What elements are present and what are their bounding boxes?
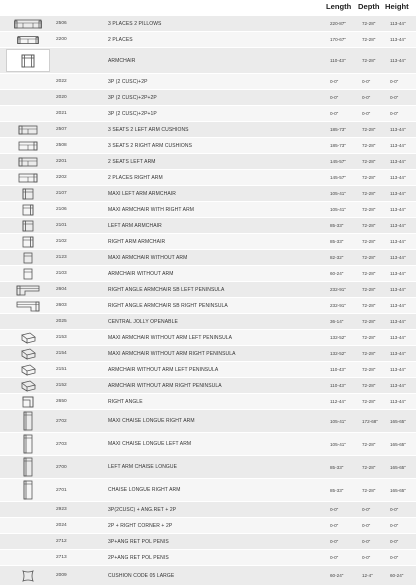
height-value: 165-65": [390, 418, 406, 424]
depth-value: 72-28": [362, 487, 376, 493]
product-description: MAXI ARMCHAIR WITHOUT ARM: [108, 254, 188, 261]
product-code: 2603: [56, 303, 67, 308]
table-row: [0, 298, 416, 314]
product-description: MAXI ARMCHAIR WITHOUT ARM LEFT PENINSULA: [108, 334, 233, 341]
height-value: 113-44": [390, 319, 406, 324]
product-code: 2106: [56, 207, 67, 212]
depth-value: 0-0": [362, 539, 371, 544]
sofa-right-arm-icon: [18, 140, 38, 152]
product-description: 3P (2 CUSC)+2P: [108, 78, 148, 85]
product-code: 2507: [56, 127, 67, 132]
product-thumbnail: [6, 519, 50, 532]
product-thumbnail: [6, 551, 50, 564]
height-value: 113-44": [390, 383, 406, 388]
product-thumbnail: [6, 187, 50, 200]
table-row: [0, 218, 416, 234]
chaise-longue-icon: [23, 457, 33, 477]
right-angle-icon: [22, 396, 34, 408]
product-thumbnail: [6, 299, 50, 312]
table-row: [0, 456, 416, 479]
table-row: [0, 502, 416, 518]
product-thumbnail: [6, 480, 50, 500]
armless-chair-icon: [23, 252, 33, 264]
depth-value: 72-28": [362, 383, 376, 388]
length-value: 0-0": [330, 95, 339, 100]
depth-value: 0-0": [362, 523, 371, 528]
height-value: 113-44": [390, 367, 406, 372]
length-value: 85-33": [330, 487, 344, 493]
product-thumbnail: [6, 363, 50, 376]
table-row: [0, 394, 416, 410]
length-value: 105-41": [330, 191, 346, 196]
sofa-left-arm-icon: [18, 124, 38, 136]
height-value: 113-44": [390, 287, 406, 292]
sofa-left-arm-icon: [18, 156, 38, 168]
product-description: CENTRAL JOLLY OPENABLE: [108, 318, 178, 325]
depth-value: 0-0": [362, 95, 371, 100]
height-value: 113-44": [390, 175, 406, 180]
height-value: 113-44": [390, 37, 406, 42]
depth-value: 72-28": [362, 239, 376, 244]
product-thumbnail: [6, 91, 50, 104]
product-thumbnail: [6, 411, 50, 431]
table-row: [0, 202, 416, 218]
depth-value: 72-28": [362, 175, 376, 180]
length-value: 0-0": [330, 539, 339, 544]
product-thumbnail: [6, 235, 50, 248]
length-value: 85-33": [330, 239, 344, 244]
height-value: 113-44": [390, 335, 406, 340]
length-value: 60-24": [330, 271, 344, 276]
product-code: 2153: [56, 335, 67, 340]
product-description: 3 SEATS 2 LEFT ARM CUSHIONS: [108, 126, 189, 133]
length-value: 145-57": [330, 159, 346, 164]
table-row: [0, 16, 416, 32]
product-description: MAXI ARMCHAIR WITHOUT ARM RIGHT PENINSULA: [108, 350, 236, 357]
product-code: 2702: [56, 418, 67, 424]
product-thumbnail: [6, 347, 50, 360]
chaise-longue-icon: [23, 480, 33, 500]
product-description: RIGHT ANGLE ARMCHAIR SB RIGHT PENINSULA: [108, 302, 228, 309]
armchair-left-icon: [22, 220, 34, 232]
product-description: LEFT ARM ARMCHAIR: [108, 222, 162, 229]
depth-value: 72-28": [362, 223, 376, 228]
product-thumbnail: [6, 219, 50, 232]
product-description: ARMCHAIR WITHOUT ARM LEFT PENINSULA: [108, 366, 219, 373]
product-thumbnail: [6, 379, 50, 392]
product-description: ARMCHAIR WITHOUT ARM: [108, 270, 174, 277]
table-row: [0, 106, 416, 122]
depth-value: 72-28": [362, 351, 376, 356]
table-row: [0, 518, 416, 534]
product-code: 2123: [56, 255, 67, 260]
length-value: 110-43": [330, 58, 346, 63]
table-row: [0, 362, 416, 378]
product-code: 2102: [56, 239, 67, 244]
depth-value: 72-28": [362, 207, 376, 212]
height-value: 0-0": [390, 79, 399, 84]
depth-value: 0-0": [362, 79, 371, 84]
length-value: 85-33": [330, 464, 344, 470]
height-value: 113-44": [390, 58, 406, 63]
depth-value: 72-28": [362, 255, 376, 260]
product-code: 2201: [56, 159, 67, 164]
depth-value: 0-0": [362, 555, 371, 560]
length-value: 132-52": [330, 335, 346, 340]
chaise-longue-icon: [23, 434, 33, 454]
product-description: MAXI CHAISE LONGUE LEFT ARM: [108, 441, 192, 447]
height-value: 113-44": [390, 255, 406, 260]
length-value: 0-0": [330, 523, 339, 528]
product-code: 2020: [56, 95, 67, 100]
length-value: 105-41": [330, 207, 346, 212]
height-value: 0-0": [390, 555, 399, 560]
length-value: 185-73": [330, 127, 346, 132]
table-row: [0, 282, 416, 298]
height-value: 113-44": [390, 127, 406, 132]
length-value: 145-57": [330, 175, 346, 180]
peninsula-left-icon: [16, 284, 40, 296]
table-row: [0, 170, 416, 186]
product-description: CUSHION CODE 05 LARGE: [108, 572, 175, 579]
sofa-3-seat-icon: [14, 18, 42, 30]
product-description: 3P (2 CUSC)+2P+1P: [108, 110, 157, 117]
product-code: 2101: [56, 223, 67, 228]
armchair-left-icon: [22, 188, 34, 200]
product-description: LEFT ARM CHAISE LONGUE: [108, 464, 178, 470]
product-code: 2508: [56, 143, 67, 148]
length-value: 132-52": [330, 351, 346, 356]
length-value: 0-0": [330, 507, 339, 512]
product-description: 3 SEATS 2 RIGHT ARM CUSHIONS: [108, 142, 193, 149]
product-code: 2152: [56, 383, 67, 388]
cushion-icon: [21, 569, 35, 583]
product-code: 2200: [56, 37, 67, 42]
product-description: 3P (2 CUSC)+2P+2P: [108, 94, 157, 101]
length-value: 220-87": [330, 21, 346, 26]
height-value: 0-0": [390, 539, 399, 544]
length-value: 232-91": [330, 303, 346, 308]
height-value: 113-44": [390, 191, 406, 196]
table-row: [0, 234, 416, 250]
depth-value: 72-28": [362, 191, 376, 196]
table-row: [0, 410, 416, 433]
depth-value: 72-28": [362, 271, 376, 276]
product-thumbnail: [6, 139, 50, 152]
table-row: [0, 346, 416, 362]
depth-value: 72-28": [362, 335, 376, 340]
height-value: 165-65": [390, 487, 406, 493]
depth-value: 72-28": [362, 303, 376, 308]
length-value: 85-33": [330, 223, 344, 228]
product-thumbnail: [6, 251, 50, 264]
product-code: 2151: [56, 367, 67, 372]
product-description: 3P(2CUSC) + ANG.RET + 2P: [108, 506, 177, 513]
armless-chair-icon: [23, 268, 33, 280]
armchair-icon: [20, 53, 36, 69]
table-row: [0, 566, 416, 586]
length-value: 105-41": [330, 418, 346, 424]
table-row: [0, 378, 416, 394]
peninsula-right-icon: [16, 300, 40, 312]
table-row: [0, 266, 416, 282]
height-value: 113-44": [390, 239, 406, 244]
depth-value: 72-28": [362, 399, 376, 404]
product-thumbnail: [6, 75, 50, 88]
product-description: 2P + RIGHT CORNER + 2P: [108, 522, 173, 529]
dimensions-table: [0, 16, 416, 586]
depth-column-header: Depth: [358, 2, 380, 11]
height-value: 113-44": [390, 303, 406, 308]
product-thumbnail: [6, 203, 50, 216]
product-thumbnail: [6, 155, 50, 168]
product-description: 3P+ANG RET POL PENIS: [108, 538, 169, 545]
table-row: [0, 479, 416, 502]
product-thumbnail: [6, 33, 50, 46]
product-thumbnail: [6, 503, 50, 516]
product-description: 2 SEATS LEFT ARM: [108, 158, 156, 165]
depth-value: 72-28": [362, 37, 376, 42]
depth-value: 172-68": [362, 418, 378, 424]
product-description: 2 PLACES: [108, 36, 133, 43]
product-description: RIGHT ANGLE ARMCHAIR SB LEFT PENINSULA: [108, 286, 225, 293]
depth-value: 72-28": [362, 58, 376, 63]
depth-value: 72-28": [362, 367, 376, 372]
product-thumbnail: [6, 267, 50, 280]
length-value: 0-0": [330, 79, 339, 84]
table-row: [0, 186, 416, 202]
product-thumbnail: [6, 17, 50, 30]
length-column-header: Length: [326, 2, 352, 11]
product-code: 2650: [56, 399, 67, 404]
table-row: [0, 32, 416, 48]
table-row: [0, 534, 416, 550]
table-row: [0, 433, 416, 456]
product-thumbnail: [6, 107, 50, 120]
product-code: 2701: [56, 487, 67, 493]
table-row: [0, 314, 416, 330]
product-code: 2713: [56, 555, 67, 560]
product-code: 2025: [56, 319, 67, 324]
chaise-longue-icon: [23, 411, 33, 431]
product-description: MAXI CHAISE LONGUE RIGHT ARM: [108, 418, 195, 424]
table-row: [0, 90, 416, 106]
product-code: 2103: [56, 271, 67, 276]
height-column-header: Height: [385, 2, 409, 11]
height-value: 113-44": [390, 271, 406, 276]
product-description: MAXI ARMCHAIR WITH RIGHT ARM: [108, 206, 195, 213]
length-value: 232-91": [330, 287, 346, 292]
product-code: [56, 48, 84, 73]
table-row: [0, 122, 416, 138]
product-description: 2P+ANG RET POL PENIS: [108, 554, 169, 561]
depth-value: 0-0": [362, 507, 371, 512]
length-value: 112-44": [330, 399, 346, 404]
height-value: 113-44": [390, 207, 406, 212]
corner-module-icon: [20, 332, 36, 344]
length-value: 36-14": [330, 319, 344, 324]
table-row: [0, 154, 416, 170]
height-value: 0-0": [390, 95, 399, 100]
product-code: 2021: [56, 111, 67, 116]
product-thumbnail: [6, 315, 50, 328]
product-description: RIGHT ANGLE: [108, 398, 143, 405]
height-value: 0-0": [390, 507, 399, 512]
sofa-2-seat-icon: [17, 35, 39, 45]
length-value: 170-67": [330, 37, 346, 42]
height-value: 113-44": [390, 159, 406, 164]
height-value: 113-44": [390, 351, 406, 356]
product-code: 2506: [56, 21, 67, 26]
corner-module-icon: [20, 380, 36, 392]
product-thumbnail: [6, 457, 50, 477]
product-description: ARMCHAIR: [108, 57, 136, 64]
length-value: 0-0": [330, 111, 339, 116]
height-value: 0-0": [390, 523, 399, 528]
depth-value: 72-28": [362, 143, 376, 148]
product-description: CHAISE LONGUE RIGHT ARM: [108, 487, 181, 493]
product-code: 2024: [56, 523, 67, 528]
table-row: [0, 138, 416, 154]
product-code: 2009: [56, 573, 67, 578]
height-value: 113-44": [390, 223, 406, 228]
height-value: 165-65": [390, 441, 406, 447]
depth-value: 72-28": [362, 127, 376, 132]
height-value: 0-0": [390, 111, 399, 116]
depth-value: 72-28": [362, 21, 376, 26]
sofa-right-arm-icon: [18, 172, 38, 184]
product-code: 2703: [56, 441, 67, 447]
table-row: [0, 250, 416, 266]
length-value: 60-24": [330, 573, 344, 578]
depth-value: 72-28": [362, 287, 376, 292]
table-row: [0, 74, 416, 90]
product-description: MAXI LEFT ARM ARMCHAIR: [108, 190, 176, 197]
length-value: 110-43": [330, 383, 346, 388]
length-value: 105-41": [330, 441, 346, 447]
product-thumbnail: [6, 395, 50, 408]
product-thumbnail: [6, 535, 50, 548]
depth-value: 12-4": [362, 573, 373, 578]
product-code: 2712: [56, 539, 67, 544]
product-code: 2700: [56, 464, 67, 470]
depth-value: 72-28": [362, 464, 376, 470]
product-thumbnail: [6, 171, 50, 184]
product-description: RIGHT ARM ARMCHAIR: [108, 238, 166, 245]
height-value: 60-24": [390, 573, 404, 578]
length-value: 82-32": [330, 255, 344, 260]
product-code: 2604: [56, 287, 67, 292]
height-value: 113-44": [390, 21, 406, 26]
corner-module-icon: [20, 348, 36, 360]
product-thumbnail: [6, 283, 50, 296]
depth-value: 72-28": [362, 441, 376, 447]
product-thumbnail: [6, 123, 50, 136]
height-value: 113-44": [390, 399, 406, 404]
table-header: [0, 0, 416, 16]
product-description: 3 PLACES 2 PILLOWS: [108, 20, 162, 27]
armchair-right-icon: [22, 236, 34, 248]
corner-module-icon: [20, 364, 36, 376]
depth-value: 0-0": [362, 111, 371, 116]
length-value: 185-73": [330, 143, 346, 148]
product-thumbnail: [6, 567, 50, 584]
product-thumbnail: [6, 49, 50, 72]
length-value: 110-43": [330, 367, 346, 372]
armchair-right-icon: [22, 204, 34, 216]
product-thumbnail: [6, 434, 50, 454]
product-description: 2 PLACES RIGHT ARM: [108, 174, 163, 181]
depth-value: 72-28": [362, 319, 376, 324]
table-row: [0, 48, 416, 74]
height-value: 113-44": [390, 143, 406, 148]
product-code: 2022: [56, 79, 67, 84]
product-code: 2154: [56, 351, 67, 356]
length-value: 0-0": [330, 555, 339, 560]
table-row: [0, 330, 416, 346]
height-value: 165-65": [390, 464, 406, 470]
product-thumbnail: [6, 331, 50, 344]
product-code: 2107: [56, 191, 67, 196]
product-code: 2202: [56, 175, 67, 180]
depth-value: 72-28": [362, 159, 376, 164]
product-description: ARMCHAIR WITHOUT ARM RIGHT PENINSULA: [108, 382, 222, 389]
product-code: 2923: [56, 507, 67, 512]
table-row: [0, 550, 416, 566]
